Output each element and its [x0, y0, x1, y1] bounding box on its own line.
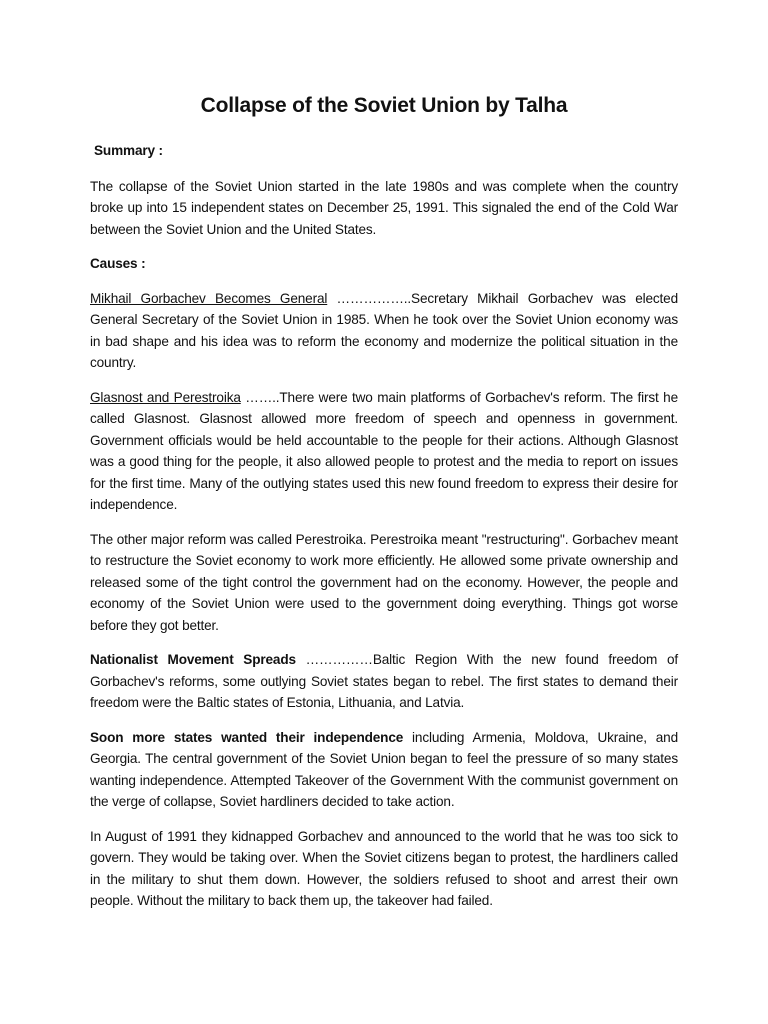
gorbachev-paragraph — [90, 288, 678, 374]
summary-label: Summary : — [94, 143, 163, 158]
independence-heading: Soon more states wanted their independence — [90, 729, 404, 745]
perestroika-paragraph: The other major reform was called Perestroika. Perestroika meant "restructuring". Gorbachev meant to restructure the Soviet economy to work more efficiently. He allowed some private ownership and released some of the tight control the government had on the economy. However, the people and economy of the Soviet Union were used to the government doing everything. Things got worse before they got better. — [90, 531, 678, 633]
gorbachev-heading: Mikhail Gorbachev Becomes General — [90, 290, 328, 306]
summary-paragraph: The collapse of the Soviet Union started in the late 1980s and was complete when the country broke up into 15 independent states on December 25, 1991. This signaled the end of the Cold War between the Soviet Union and the United States. — [90, 178, 678, 237]
nationalist-paragraph — [90, 649, 678, 714]
causes-label: Causes : — [90, 256, 146, 271]
nationalist-heading: Nationalist Movement Spreads — [90, 652, 296, 667]
glasnost-paragraph — [90, 387, 678, 516]
glasnost-dots: …….. — [240, 389, 280, 405]
document-body — [90, 140, 678, 925]
gorbachev-text: Secretary Mikhail Gorbachev was elected General Secretary of the Soviet Union in 1985. When he took over the Soviet Union economy was in bad shape and his idea was to reform the economy and modernize the political situation in the country. — [90, 290, 678, 370]
document-title: Collapse of the Soviet Union by Talha — [200, 94, 568, 117]
independence-paragraph — [90, 727, 678, 813]
gorbachev-dots: …………….. — [327, 290, 412, 306]
nationalist-text: Baltic Region With the new found freedom of Gorbachev's reforms, some outlying Soviet states began to rebel. The first states to demand their freedom were the Baltic states of Estonia, Lithuania, and Latvia. — [90, 652, 678, 710]
glasnost-text: There were two main platforms of Gorbachev's reform. The first he called Glasnost. Glasnost allowed more freedom of speech and openness in government. Government officials would be held accountable to the people for their actions. Although Glasnost was a good thing for the people, it also allowed people to protest and the media to report on issues for the first time. Many of the outlying states used this new found freedom to express their desire for independence. — [90, 389, 678, 512]
august-paragraph: In August of 1991 they kidnapped Gorbachev and announced to the world that he was too sick to govern. They would be taking over. When the Soviet citizens began to protest, the hardliners called in the military to shut them down. However, the soldiers refused to shoot and arrest their own people. Without the military to back them up, the takeover had failed. — [90, 828, 678, 908]
glasnost-heading: Glasnost and Perestroika — [90, 389, 241, 405]
nationalist-dots: …………… — [295, 652, 373, 667]
independence-text: including Armenia, Moldova, Ukraine, and Georgia. The central government of the Soviet Union began to feel the pressure of so many states wanting independence. Attempted Takeover of the Government With the communist government on the verge of collapse, Soviet hardliners decided to take action. — [90, 729, 678, 809]
